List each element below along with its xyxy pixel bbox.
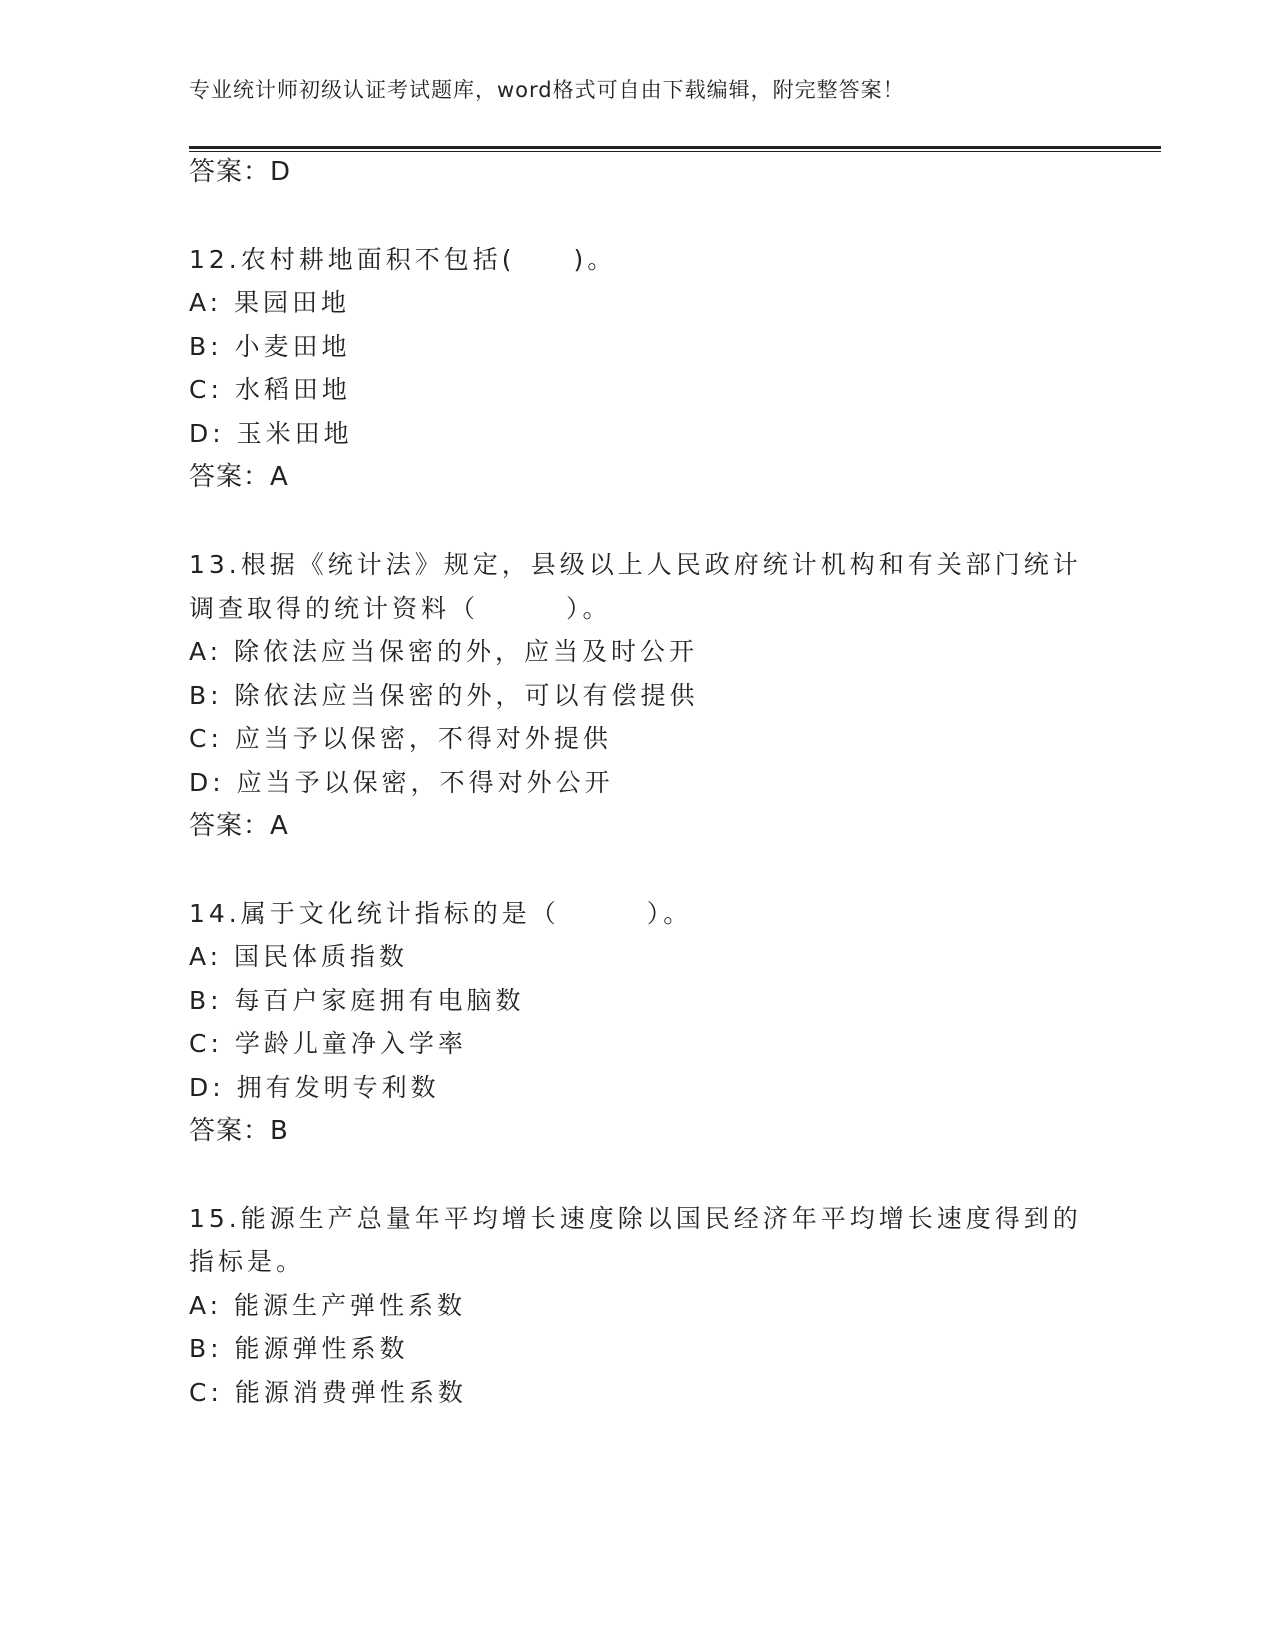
question-line: 调查取得的统计资料（ ）。 xyxy=(189,594,612,623)
option-line: B: 小麦田地 xyxy=(189,332,351,361)
option-line: D: 玉米田地 xyxy=(189,419,353,448)
option-line: B: 除依法应当保密的外，可以有偿提供 xyxy=(189,681,699,710)
question-line: 指标是。 xyxy=(189,1247,306,1276)
question-line: 14.属于文化统计指标的是（ ）。 xyxy=(189,899,693,928)
header-rule-thick xyxy=(189,146,1161,149)
option-line: B: 每百户家庭拥有电脑数 xyxy=(189,986,525,1015)
option-line: C: 水稻田地 xyxy=(189,375,351,404)
option-line: C: 应当予以保密，不得对外提供 xyxy=(189,724,612,753)
option-line: B: 能源弹性系数 xyxy=(189,1334,409,1363)
option-line: C: 学龄儿童净入学率 xyxy=(189,1029,467,1058)
question-line: 12.农村耕地面积不包括( )。 xyxy=(189,245,617,274)
answer-line: 答案：D xyxy=(189,157,292,187)
answer-line: 答案：A xyxy=(189,811,289,841)
option-line: D: 拥有发明专利数 xyxy=(189,1073,440,1102)
option-line: A: 除依法应当保密的外，应当及时公开 xyxy=(189,637,699,666)
header-rule-thin xyxy=(189,151,1161,152)
answer-line: 答案：A xyxy=(189,462,289,492)
page-header: 专业统计师初级认证考试题库，word格式可自由下载编辑，附完整答案！ xyxy=(189,78,905,102)
option-line: A: 国民体质指数 xyxy=(189,942,409,971)
option-line: A: 能源生产弹性系数 xyxy=(189,1291,467,1320)
option-line: D: 应当予以保密，不得对外公开 xyxy=(189,768,614,797)
option-line: C: 能源消费弹性系数 xyxy=(189,1378,467,1407)
question-line: 15.能源生产总量年平均增长速度除以国民经济年平均增长速度得到的 xyxy=(189,1204,1082,1233)
option-line: A: 果园田地 xyxy=(189,288,351,317)
answer-line: 答案：B xyxy=(189,1116,289,1146)
question-line: 13.根据《统计法》规定，县级以上人民政府统计机构和有关部门统计 xyxy=(189,550,1082,579)
